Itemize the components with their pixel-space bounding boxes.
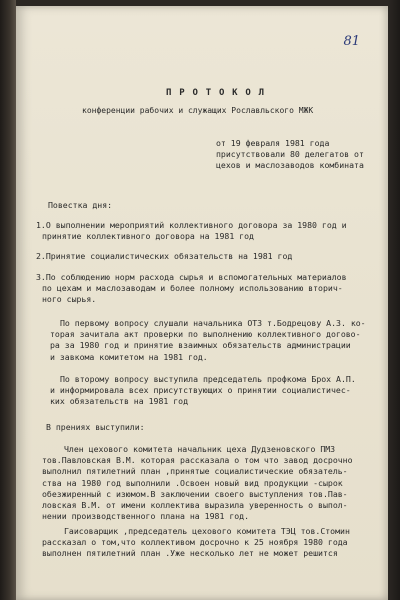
speeches-heading: В прениях выступили: xyxy=(46,422,145,432)
agenda-item-line: ного сырья. xyxy=(42,294,97,305)
text-line: и завкома комитетом на 1981 год. xyxy=(50,351,208,362)
agenda-item-line: 2.Принятие социалистических обязательств на 1981 год xyxy=(36,251,293,262)
paragraph-first-question xyxy=(50,318,380,363)
agenda-item-line: 1.О выполнении мероприятий коллективного договора за 1980 год и xyxy=(36,220,347,230)
text-line: обезжиренный с изюмом.В заключении своего выступления тов.Пав- xyxy=(42,488,348,499)
paragraph-speech-1 xyxy=(42,444,372,522)
document-subtitle: конференции рабочих и служащих Рославльского МЖК xyxy=(82,106,314,115)
text-line: По первому вопросу слушали начальника ОТЗ т.Бодрецову А.З. ко- xyxy=(60,318,366,328)
agenda-item-line: по цехам и маслозаводам и более полному использованию вторич- xyxy=(42,282,343,293)
text-line: нении производственного плана на 1981 год. xyxy=(42,511,250,522)
agenda-item-line: принятие коллективного договора на 1981 год xyxy=(42,231,254,242)
text-line: ства на 1980 год выполнили .Освоен новый вид продукции -сырок xyxy=(42,477,343,488)
attendance-line: присутствовали 80 делегатов от xyxy=(216,149,364,160)
text-line: выполнен пятилетний план .Уже несколько лет не может решится xyxy=(42,548,338,559)
agenda-item-3 xyxy=(36,272,376,306)
text-line: тов.Павловская В.М. которая рассказала о том что завод досрочно xyxy=(42,455,353,466)
text-line: выполнил пятилетний план ,принятые социалистические обязатель- xyxy=(42,466,348,477)
document-title: П Р О Т О К О Л xyxy=(166,88,266,98)
text-line: ких обязательств на 1981 год xyxy=(50,396,189,407)
agenda-heading: Повестка дня: xyxy=(48,200,113,210)
attendance-line-2: цехов и маслозаводов комбината xyxy=(216,160,364,171)
binding-edge xyxy=(0,0,16,600)
text-line: По второму вопросу выступила председатель профкома Брох А.П. xyxy=(60,374,356,384)
date-block xyxy=(216,138,386,172)
agenda-item-1 xyxy=(36,220,376,242)
text-line: Гаисоварщик ,председатель цехового комитета ТЭЦ тов.Стомин xyxy=(64,526,350,536)
document-page xyxy=(16,6,388,600)
page-edge-shadow xyxy=(388,0,400,600)
agenda-item-line: 3.По соблюдению норм расхода сырья и вспомогательных материалов xyxy=(36,271,347,282)
paragraph-second-question xyxy=(50,374,380,408)
text-line: торая зачитала акт проверки по выполнению коллективного догово- xyxy=(50,329,361,340)
agenda-item-2 xyxy=(36,251,376,262)
text-line: рассказал о том,что коллективом досрочно к 25 ноября 1980 года xyxy=(42,537,348,548)
paragraph-speech-2 xyxy=(42,526,372,560)
agenda-list xyxy=(36,220,376,314)
text-line: Член цехового комитета начальник цеха Дудзеновского ПМЗ xyxy=(64,444,336,454)
text-line: ловская В.М. от имени коллектива выразила уверенность о выпол- xyxy=(42,500,348,511)
text-line: и информировала всех присутствующих о принятии социалистичес- xyxy=(50,385,351,396)
text-line: ра за 1980 год и принятие взаимных обязательств администрации xyxy=(50,340,351,351)
folio-number: 81 xyxy=(343,34,360,49)
date-line: от 19 февраля 1981 года xyxy=(216,138,330,148)
